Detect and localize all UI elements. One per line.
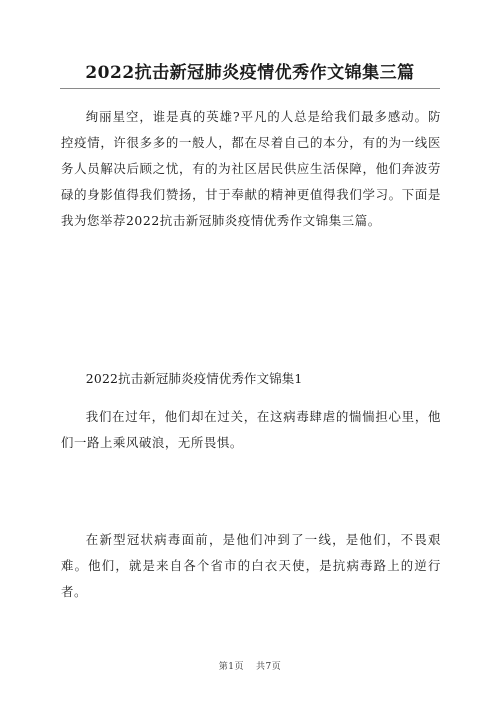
body-paragraph: 在新型冠状病毒面前，是他们冲到了一线，是他们，不畏艰难。他们，就是来自各个省市的白衣天使，是抗病毒路上的逆行者。 — [61, 532, 441, 599]
title-divider — [60, 88, 440, 89]
intro-paragraph: 绚丽星空，谁是真的英雄?平凡的人总是给我们最多感动。防控疫情，许很多多的一般人，都在尽着自己的本分，有的为一线医务人员解决后顾之忧，有的为社区居民供应生活保障，他们奔波劳碌的身影值得我们赞扬，甘于奉献的精神更值得我们学习。下面是我为您举荐2022抗击新冠肺炎疫情优秀作文锦集三篇。 — [61, 109, 441, 228]
page-footer — [0, 659, 500, 672]
body-paragraph: 我们在过年，他们却在过关，在这病毒肆虐的惴惴担心里，他们一路上乘风破浪，无所畏惧。 — [61, 409, 441, 450]
page-total: 共7页 — [256, 662, 282, 672]
section-heading: 2022抗击新冠肺炎疫情优秀作文锦集1 — [85, 371, 303, 386]
document-title: 2022抗击新冠肺炎疫情优秀作文锦集三篇 — [85, 63, 415, 83]
page-number: 第1页 — [218, 662, 244, 672]
